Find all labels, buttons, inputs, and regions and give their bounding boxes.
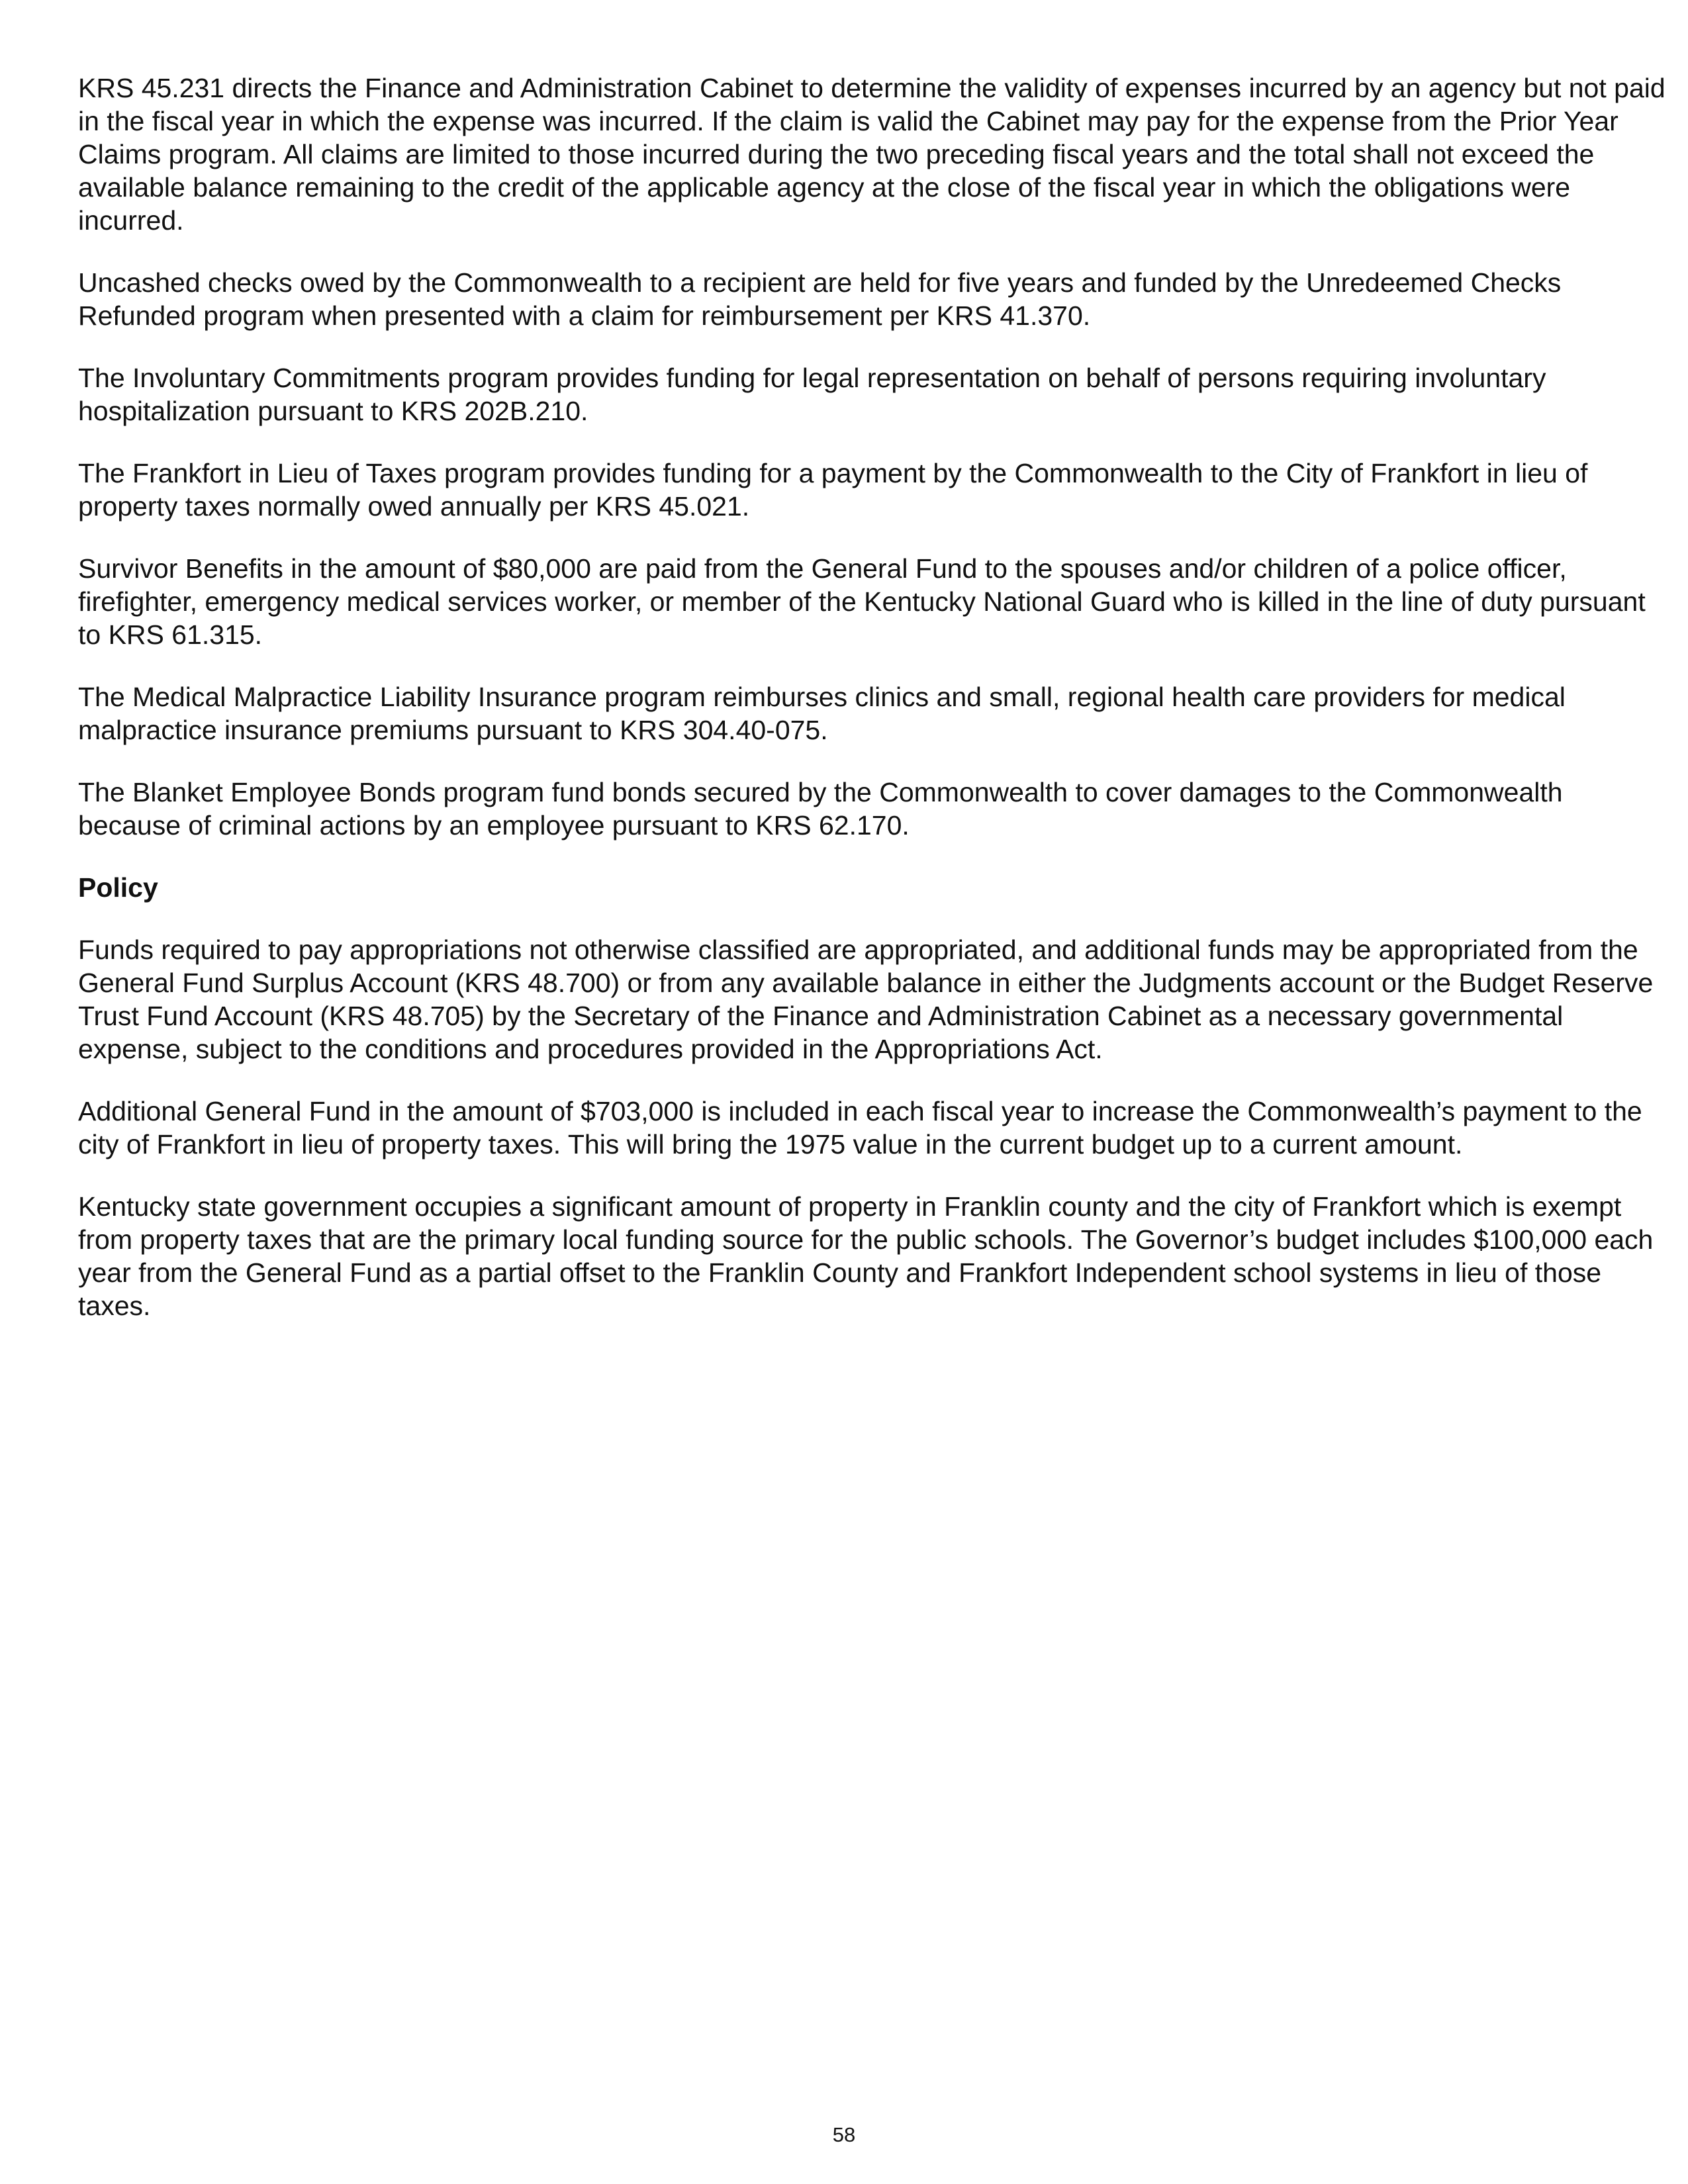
paragraph-involuntary-commitments: The Involuntary Commitments program provides funding for legal representation on behalf of persons requiring involuntary hospitalization pursuant to KRS 202B.210. [78,363,1546,426]
paragraph-medical-malpractice: The Medical Malpractice Liability Insurance program reimburses clinics and small, regional health care providers for medical malpractice insurance premiums pursuant to KRS 304.40-075. [78,682,1566,745]
paragraph-frankfort-lieu-of-taxes: The Frankfort in Lieu of Taxes program provides funding for a payment by the Commonwealth to the City of Frankfort in lieu of property taxes normally owed annually per KRS 45.021. [78,458,1588,522]
paragraph-prior-year-claims: KRS 45.231 directs the Finance and Administration Cabinet to determine the validity of expenses incurred by an agency but not paid in the fiscal year in which the expense was incurred. If the claim is valid the Cabinet may pay for the expense from the Prior Year Claims program. All claims are limited to those incurred during the two preceding fiscal years and the total shall not exceed the available balance remaining to the credit of the applicable agency at the close of the fiscal year in which the obligations were incurred. [78,73,1665,236]
paragraph-additional-general-fund: Additional General Fund in the amount of $703,000 is included in each fiscal year to increase the Commonwealth’s payment to the city of Frankfort in lieu of property taxes. This will bring the 1975 value in the current budget up to a current amount. [78,1096,1642,1160]
paragraph-funds-required: Funds required to pay appropriations not otherwise classified are appropriated, and additional funds may be appropriated from the General Fund Surplus Account (KRS 48.700) or from any available balance in either the Judgments account or the Budget Reserve Trust Fund Account (KRS 48.705) by the Secretary of the Finance and Administration Cabinet as a necessary governmental expense, subject to the conditions and procedures provided in the Appropriations Act. [78,934,1654,1064]
paragraph-unredeemed-checks: Uncashed checks owed by the Commonwealth to a recipient are held for five years and funded by the Unredeemed Checks Refunded program when presented with a claim for reimbursement per KRS 41.370. [78,267,1562,331]
paragraph-blanket-employee-bonds: The Blanket Employee Bonds program fund bonds secured by the Commonwealth to cover damages to the Commonwealth because of criminal actions by an employee pursuant to KRS 62.170. [78,777,1563,841]
page-number: 58 [832,2123,856,2146]
paragraph-school-offset: Kentucky state government occupies a significant amount of property in Franklin county and the city of Frankfort which is exempt from property taxes that are the primary local funding source for the public schools. The Governor’s budget includes $100,000 each year from the General Fund as a partial offset to the Franklin County and Frankfort Independent school systems in lieu of those taxes. [78,1191,1654,1321]
document-body [78,71,1667,1351]
paragraph-survivor-benefits: Survivor Benefits in the amount of $80,000 are paid from the General Fund to the spouses and/or children of a police officer, firefighter, emergency medical services worker, or member of the Kentucky National Guard who is killed in the line of duty pursuant to KRS 61.315. [78,553,1646,650]
policy-heading: Policy [78,872,158,903]
